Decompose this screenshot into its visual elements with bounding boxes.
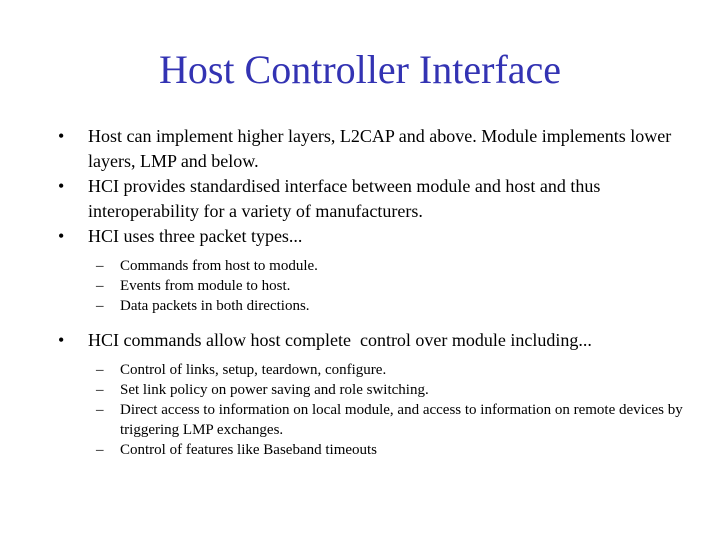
bullet-item: [58, 224, 688, 249]
sub-bullet-item: [58, 380, 688, 400]
sub-bullet-marker: –: [96, 442, 104, 458]
sub-bullet-item: [58, 256, 688, 276]
sub-bullet-marker: –: [96, 402, 104, 418]
bullet-text: HCI provides standardised interface between module and host and thus interoperability for a variety of manufacturers.: [88, 176, 601, 221]
sub-bullet-marker: –: [96, 278, 104, 294]
sub-bullet-marker: –: [96, 382, 104, 398]
slide-title: Host Controller Interface: [158, 47, 562, 92]
sub-bullet-text: Events from module to host.: [120, 278, 291, 294]
sub-bullet-text: Control of features like Baseband timeouts: [120, 442, 378, 458]
sub-bullet-text: Commands from host to module.: [120, 258, 318, 274]
sub-bullet-text: Control of links, setup, teardown, configure.: [120, 362, 387, 378]
sub-bullet-marker: –: [96, 362, 104, 378]
bullet-marker: •: [58, 226, 65, 246]
bullet-item: [58, 174, 688, 224]
slide-body: [58, 124, 688, 460]
bullet-text: HCI commands allow host complete control over module including...: [88, 330, 592, 350]
sub-bullet-item: [58, 400, 688, 440]
bullet-item: [58, 124, 688, 174]
sub-bullet-marker: –: [96, 258, 104, 274]
sub-bullet-text: Set link policy on power saving and role switching.: [120, 382, 429, 398]
sub-bullet-item: [58, 276, 688, 296]
bullet-marker: •: [58, 330, 65, 350]
bullet-text: Host can implement higher layers, L2CAP and above. Module implements lower layers, LMP and below.: [88, 126, 672, 171]
sub-bullet-item: [58, 360, 688, 380]
sub-bullet-text: Direct access to information on local module, and access to information on remote devices by triggering LMP exchanges.: [120, 402, 683, 438]
sub-bullet-item: [58, 440, 688, 460]
bullet-text: HCI uses three packet types...: [88, 226, 303, 246]
sub-bullet-item: [58, 296, 688, 316]
bullet-item: [58, 328, 688, 353]
sub-bullet-marker: –: [96, 298, 104, 314]
sub-bullet-text: Data packets in both directions.: [120, 298, 310, 314]
bullet-marker: •: [58, 126, 65, 146]
bullet-marker: •: [58, 176, 65, 196]
